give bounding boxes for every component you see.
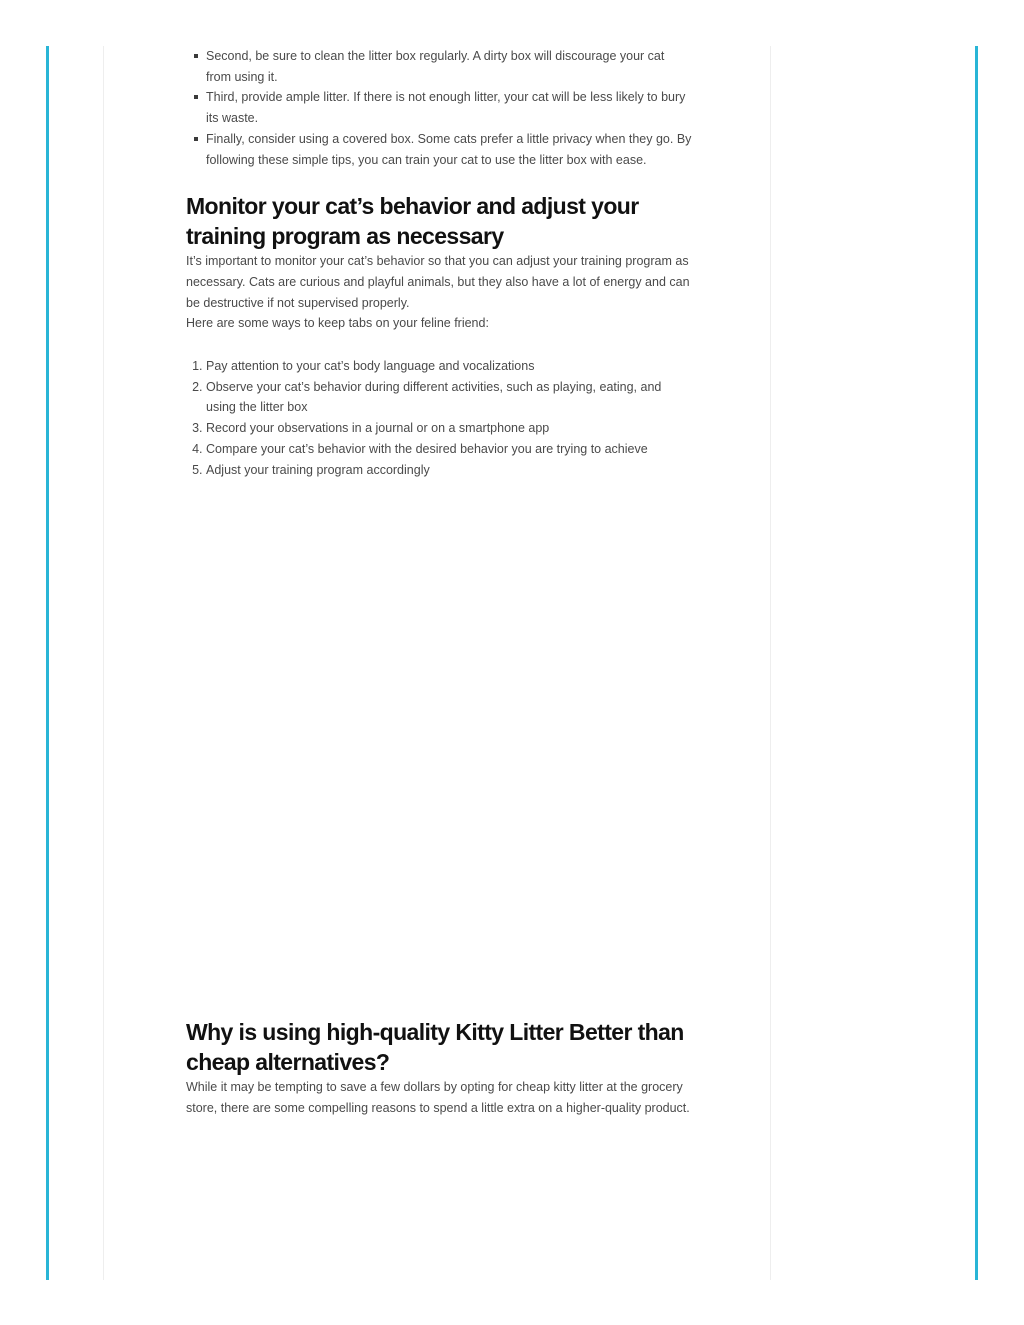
left-accent-border xyxy=(46,46,49,1280)
paragraph-why: While it may be tempting to save a few dollars by opting for cheap kitty litter at the grocery store, there are some compelling reasons to spend a little extra on a higher-quality product. xyxy=(186,1080,690,1115)
list-item: 1. Pay attention to your cat’s body language and vocalizations xyxy=(206,356,692,377)
monitoring-steps-list xyxy=(186,356,692,480)
paragraph-monitor-intro: It’s important to monitor your cat’s behavior so that you can adjust your training program as necessary. Cats are curious and playful animals, but they also have a lot of energy and can be destructive if not supervised properly. xyxy=(186,254,690,310)
section-heading-why: Why is using high-quality Kitty Litter Better than cheap alternatives? xyxy=(186,1019,684,1076)
list-item: Second, be sure to clean the litter box regularly. A dirty box will discourage your cat from using it. xyxy=(206,46,692,87)
list-item: 4. Compare your cat’s behavior with the desired behavior you are trying to achieve xyxy=(206,439,692,460)
right-accent-border xyxy=(975,46,978,1280)
paragraph-keep-tabs: Here are some ways to keep tabs on your feline friend: xyxy=(186,316,489,331)
list-item: Finally, consider using a covered box. Some cats prefer a little privacy when they go. By following these simple tips, you can train your cat to use the litter box with ease. xyxy=(206,129,692,170)
list-item: 2. Observe your cat’s behavior during different activities, such as playing, eating, and using the litter box xyxy=(206,377,692,418)
article-content xyxy=(186,46,692,1119)
list-item: Third, provide ample litter. If there is not enough litter, your cat will be less likely to bury its waste. xyxy=(206,87,692,128)
list-item: 3. Record your observations in a journal or on a smartphone app xyxy=(206,418,692,439)
section-heading-monitor: Monitor your cat’s behavior and adjust your training program as necessary xyxy=(186,193,639,250)
content-column-left-divider xyxy=(103,46,104,1280)
content-column-right-divider xyxy=(770,46,771,1280)
blank-content-area xyxy=(186,480,692,1017)
list-item: 5. Adjust your training program accordingly xyxy=(206,460,692,481)
tips-bullet-list xyxy=(186,46,692,170)
